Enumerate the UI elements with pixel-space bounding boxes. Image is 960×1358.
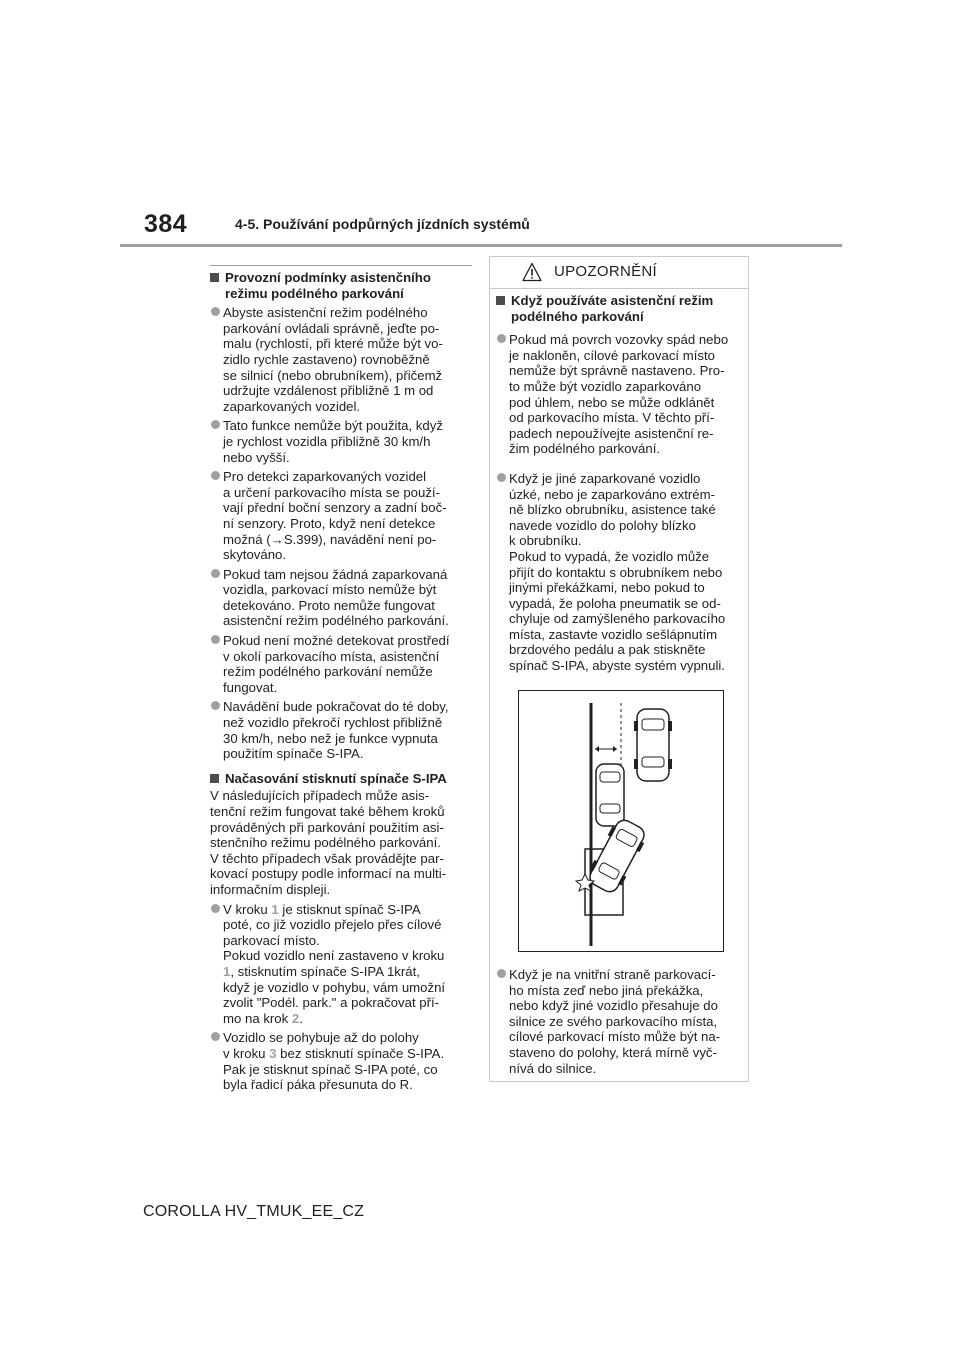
bullet-icon [210, 469, 223, 563]
bullet-icon [496, 967, 509, 1076]
page-number: 384 [144, 210, 188, 238]
bullet-icon [496, 471, 509, 674]
parking-illustration [519, 691, 723, 951]
warning-header [490, 257, 748, 289]
bullet-icon [496, 332, 509, 457]
warning-box [489, 256, 749, 1082]
warning-content [496, 293, 746, 674]
bullet-icon [210, 1030, 223, 1092]
step-number: 1 [223, 963, 231, 979]
warning-content-bottom [496, 963, 746, 1076]
bullet-icon [210, 305, 223, 414]
section-heading: Načasování stisknutí spínače S-IPA [210, 771, 472, 787]
list-item: Pro detekci zaparkovaných vozidel a určení parkovacího místa se použí- vají přední boční senzory a zadní boč- ní senzory. Proto, když není detekce možná (→S.399), navádění není po- skytováno. [210, 469, 472, 563]
reversing-car-icon [584, 816, 650, 896]
header-rule [120, 244, 842, 247]
list-item: Vozidlo se pohybuje až do polohy v kroku 3 bez stisknutí spínače S-IPA. Pak je stisknut spínač S-IPA poté, co byla řadicí páka přesunuta do R. [210, 1030, 472, 1092]
paragraph: V následujících případech může asis- tenční režim fungovat také během kroků prováděných při parkování použitím asi- stenčního režimu podélného parkování. V těchto případech však provádějte par- kovací postupy podle informací na multi- informačním displeji. [210, 788, 447, 897]
square-bullet-icon [210, 771, 222, 787]
bullet-icon [210, 567, 223, 629]
warning-title: UPOZORNĚNÍ [554, 263, 658, 280]
guided-car-icon [596, 764, 624, 826]
list-item: Abyste asistenční režim podélného parkování ovládali správně, jeďte po- malu (rychlostí, při které může být vo- zidlo rychle zastaveno) rovnoběžně se silnicí (nebo obrubníkem), přičemž udržujte vzdálenost přibližně 1 m od zaparkovaných vozidel. [210, 305, 472, 414]
list-item: Pokud tam nejsou žádná zaparkovaná vozidla, parkovací místo nemůže být detekováno. Proto nemůže fungovat asistenční režim podélného parkování. [210, 567, 472, 629]
warning-heading: Když používáte asistenční režim podélného parkování [496, 293, 746, 324]
step-number: 2 [291, 1010, 300, 1026]
parked-car-icon [634, 709, 672, 781]
bullet-icon [210, 418, 223, 465]
bullet-icon [210, 633, 223, 695]
list-item: Když je na vnitřní straně parkovací- ho místa zeď nebo jiná překážka, nebo když jiné vozidlo přesahuje do silnice ze svého parkovacího místa, cílové parkovací místo může být na- staveno do polohy, která mírně vyč- nívá do silnice. [496, 967, 746, 1076]
section-heading: Provozní podmínky asistenčního režimu podélného parkování [210, 265, 472, 301]
square-bullet-icon [496, 293, 508, 324]
left-column [210, 265, 472, 1093]
section-title: 4-5. Používání podpůrných jízdních systémů [235, 216, 530, 232]
square-bullet-icon [210, 270, 222, 301]
parking-diagram [518, 690, 724, 952]
list-item: Navádění bude pokračovat do té doby, než vozidlo překročí rychlost přibližně 30 km/h, nebo než je funkce vypnuta použitím spínače S-IPA. [210, 699, 472, 761]
list-item: Pokud má povrch vozovky spád nebo je nakloněn, cílové parkovací místo nemůže být správně nastaveno. Pro- to může být vozidlo zaparkováno pod úhlem, nebo se může odklánět od parkovacího místa. V těchto pří- padech nepoužívejte asistenční re- žim podélného parkování. [496, 332, 746, 457]
footer-model: COROLLA HV_TMUK_EE_CZ [143, 1203, 365, 1220]
step-number: 3 [269, 1045, 277, 1061]
list-item: Pokud není možné detekovat prostředí v okolí parkovacího místa, asistenční režim podélného parkování nemůže fungovat. [210, 633, 472, 695]
bullet-icon [210, 902, 223, 1027]
step-number: 1 [271, 901, 279, 917]
list-item: V kroku 1 je stisknut spínač S-IPA poté, co již vozidlo přejelo přes cílové parkovací místo. Pokud vozidlo není zastaveno v kroku 1, stisknutím spínače S-IPA 1krát, když je vozidlo v pohybu, vám umožní zvolit "Podél. park." a pokračovat pří- mo na krok 2. [210, 902, 472, 1027]
list-item: Tato funkce nemůže být použita, když je rychlost vozidla přibližně 30 km/h nebo vyšší. [210, 418, 472, 465]
bullet-icon [210, 699, 223, 761]
warning-triangle-icon [522, 262, 542, 282]
list-item: Když je jiné zaparkované vozidlo úzké, nebo je zaparkováno extrém- ně blízko obrubníku, asistence také navede vozidlo do polohy blízko k obrubníku. Pokud to vypadá, že vozidlo může přijít do kontaktu s obrubníkem nebo jinými překážkami, nebo pokud to vypadá, že poloha pneumatik se od- chyluje od zamýšleného parkovacího místa, zastavte vozidlo sešlápnutím brzdového pedálu a pak stiskněte spínač S-IPA, abyste systém vypnuli. [496, 471, 746, 674]
